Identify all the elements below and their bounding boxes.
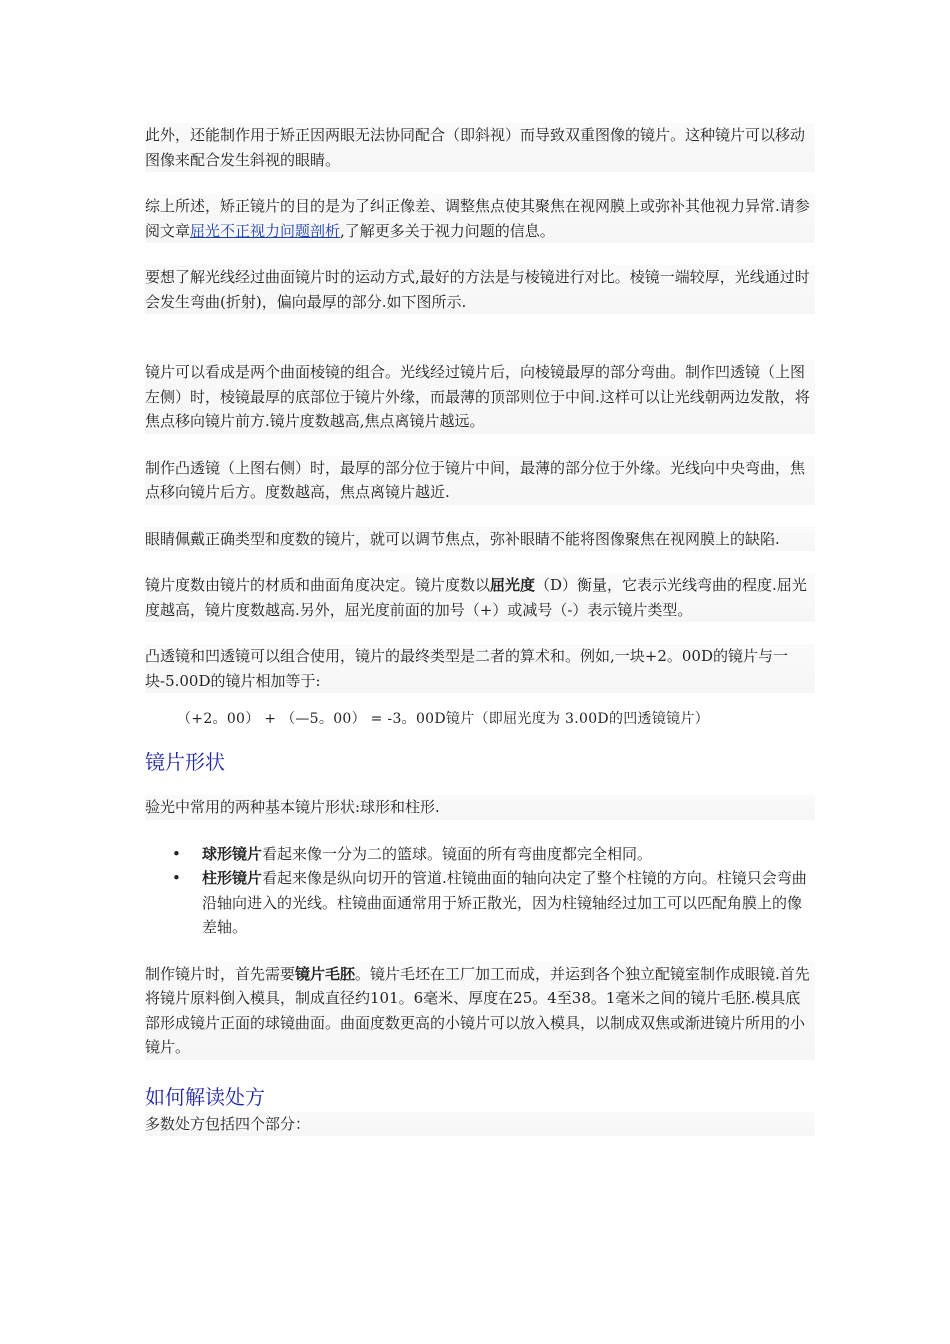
paragraph-prism-comparison: 要想了解光线经过曲面镜片时的运动方式,最好的方法是与棱镜进行对比。棱镜一端较厚，光线通过时会发生弯曲(折射)，偏向最厚的部分.如下图所示. bbox=[145, 265, 815, 314]
paragraph-prescription-parts: 多数处方包括四个部分： bbox=[145, 1112, 815, 1137]
paragraph-diopter-tail: （D）衡量，它表示光线弯曲的程度.屈光度越高，镜片度数越高.另外，屈光度前面的加号（+）或减号（-）表示镜片类型。 bbox=[145, 576, 807, 619]
diopter-term: 屈光度 bbox=[490, 576, 536, 594]
refractive-error-article-link[interactable]: 屈光不正视力问题剖析 bbox=[190, 221, 341, 240]
bullet-icon: • bbox=[172, 844, 181, 863]
bullet-icon: • bbox=[172, 869, 181, 887]
paragraph-strabismus-lens: 此外，还能制作用于矫正因两眼无法协同配合（即斜视）而导致双重图像的镜片。这种镜片可以移动图像来配合发生斜视的眼睛。 bbox=[145, 123, 815, 172]
lens-blank-term: 镜片毛胚 bbox=[295, 964, 356, 983]
lens-shape-list bbox=[145, 842, 815, 940]
list-item-cylindrical bbox=[145, 866, 815, 940]
paragraph-summary-text: 综上所述，矫正镜片的目的是为了纠正像差、调整焦点使其聚焦在视网膜上或弥补其他视力异常.请参阅文章 bbox=[145, 197, 810, 240]
cylindrical-lens-term: 柱形镜片 bbox=[202, 869, 263, 887]
paragraph-lens-shapes-intro: 验光中常用的两种基本镜片形状:球形和柱形. bbox=[145, 795, 815, 820]
paragraph-concave-lens: 镜片可以看成是两个曲面棱镜的组合。光线经过镜片后，向棱镜最厚的部分弯曲。制作凹透镜（上图左侧）时，棱镜最厚的底部位于镜片外缘，而最薄的顶部则位于中间.这样可以让光线朝两边发散，将焦点移向镜片前方.镜片度数越高,焦点离镜片越远。 bbox=[145, 360, 815, 434]
lens-sum-formula: （+2。00） + （—5。00） = -3。00D镜片（即屈光度为 3.00D的凹透镜镜片） bbox=[177, 711, 710, 727]
paragraph-correct-lens: 眼睛佩戴正确类型和度数的镜片，就可以调节焦点，弥补眼睛不能将图像聚焦在视网膜上的缺陷. bbox=[145, 527, 815, 552]
figure-placeholder bbox=[145, 336, 815, 360]
paragraph-lens-blank-text: 制作镜片时，首先需要 bbox=[145, 964, 296, 983]
paragraph-diopter bbox=[145, 573, 815, 622]
list-item-spherical bbox=[145, 842, 815, 867]
paragraph-lens-combination: 凸透镜和凹透镜可以组合使用，镜片的最终类型是二者的算术和。例如,一块+2。00D的镜片与一块-5.00D的镜片相加等于: bbox=[145, 644, 815, 693]
paragraph-summary-tail: ,了解更多关于视力问题的信息。 bbox=[340, 221, 555, 240]
heading-read-prescription: 如何解读处方 bbox=[145, 1084, 265, 1109]
paragraph-convex-lens: 制作凸透镜（上图右侧）时，最厚的部分位于镜片中间，最薄的部分位于外缘。光线向中央弯曲，焦点移向镜片后方。度数越高，焦点离镜片越近. bbox=[145, 456, 815, 505]
paragraph-lens-blank-tail: 。镜片毛坯在工厂加工而成，并运到各个独立配镜室制作成眼镜.首先将镜片原料倒入模具，制成直径约101。6毫米、厚度在25。4至38。1毫米之间的镜片毛胚.模具底部形成镜片正面的球镜曲面。曲面度数更高的小镜片可以放入模具，以制成双焦或渐进镜片所用的小镜片。 bbox=[145, 964, 810, 1056]
spherical-lens-description: 看起来像一分为二的篮球。镜面的所有弯曲度都完全相同。 bbox=[262, 844, 653, 863]
spherical-lens-term: 球形镜片 bbox=[202, 844, 263, 863]
paragraph-lens-blank bbox=[145, 962, 815, 1060]
paragraph-diopter-text: 镜片度数由镜片的材质和曲面角度决定。镜片度数以 bbox=[145, 576, 491, 594]
document-body bbox=[145, 123, 815, 1136]
paragraph-summary bbox=[145, 194, 815, 243]
heading-lens-shape: 镜片形状 bbox=[145, 750, 225, 774]
cylindrical-lens-description: 看起来像是纵向切开的管道.柱镜曲面的轴向决定了整个柱镜的方向。柱镜只会弯曲沿轴向进入的光线。柱镜曲面通常用于矫正散光，因为柱镜轴经过加工可以匹配角膜上的像差轴。 bbox=[202, 869, 807, 936]
